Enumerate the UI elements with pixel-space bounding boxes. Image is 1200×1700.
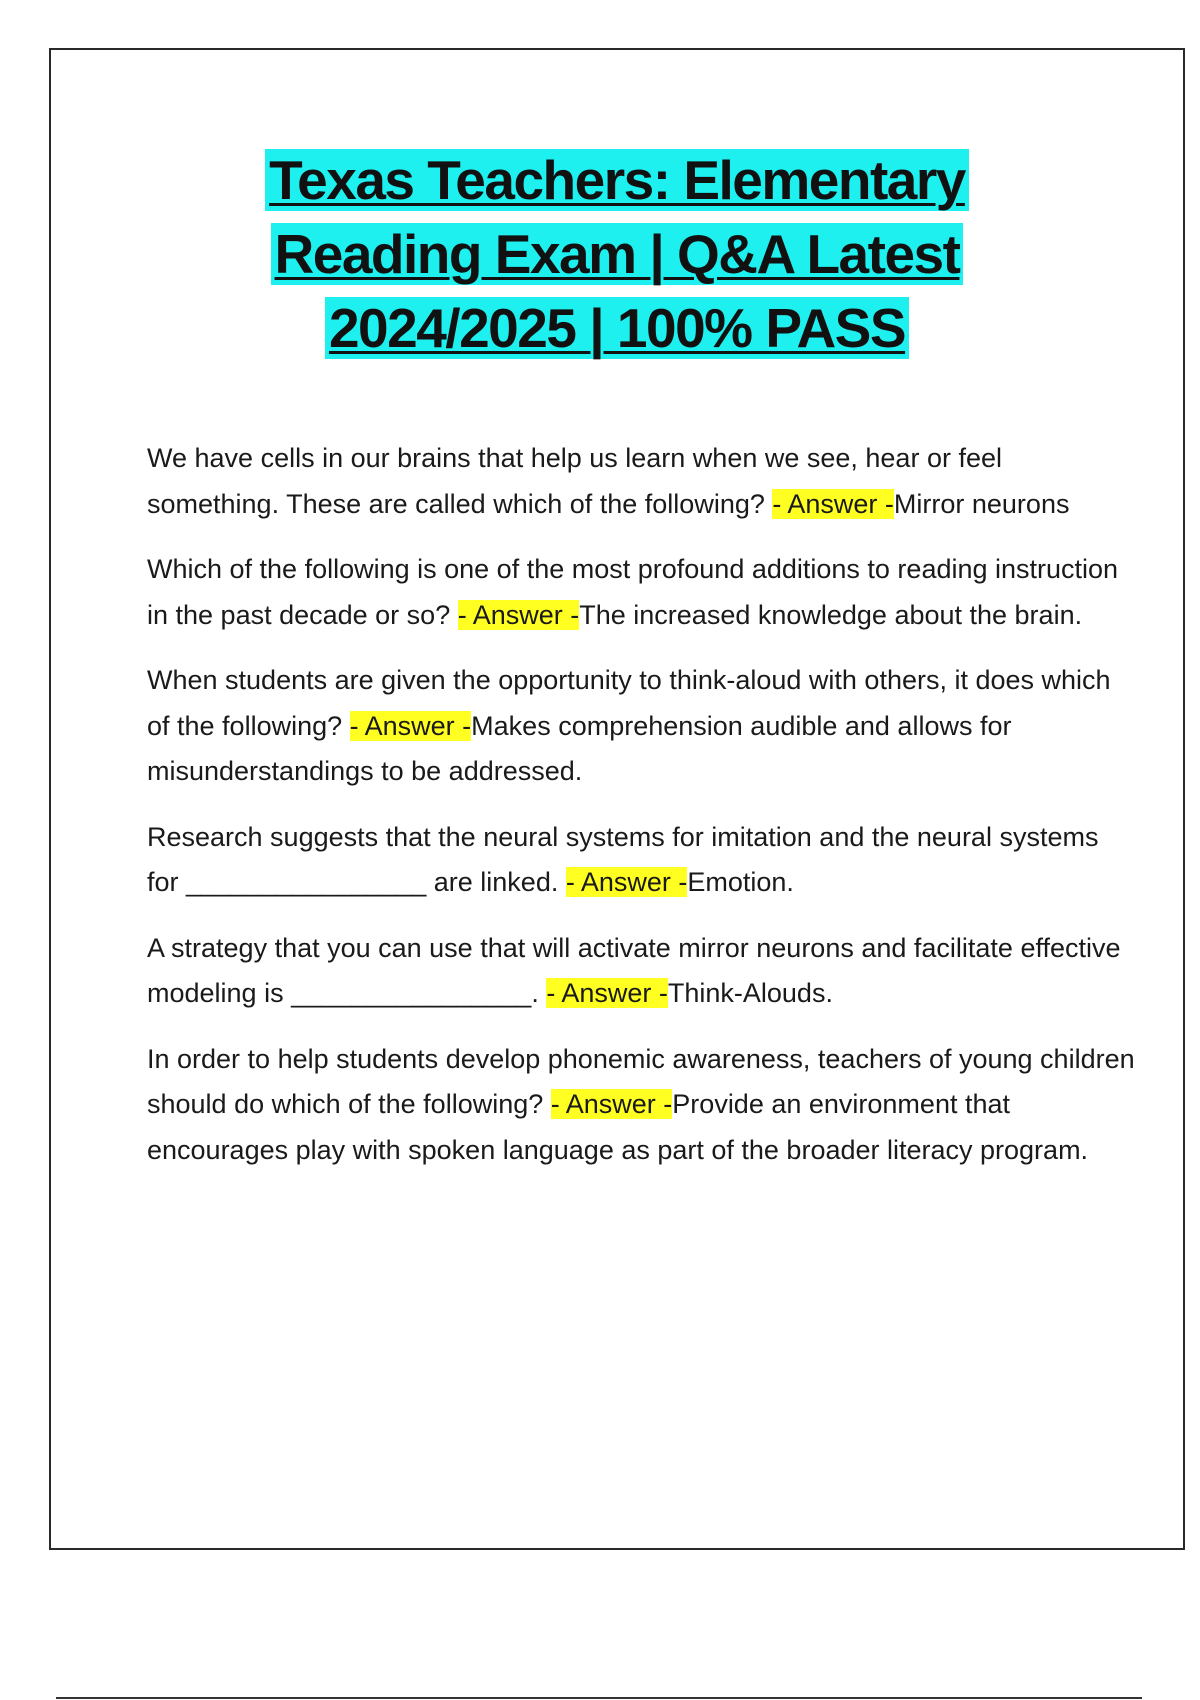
- answer-text: Mirror neurons: [893, 488, 1070, 519]
- qa-item: [147, 547, 1137, 638]
- answer-text: Emotion.: [687, 867, 794, 897]
- answer-marker: - Answer -: [550, 1089, 673, 1119]
- page-divider: [56, 1697, 1142, 1699]
- question-text: Research suggests that the neural systems for imitation and the neural systems for ________________ are linked.: [147, 821, 1099, 897]
- page-title: [51, 146, 1183, 368]
- answer-text: The increased knowledge about the brain.: [579, 599, 1083, 630]
- answer-marker: - Answer -: [349, 710, 472, 741]
- qa-item: [147, 436, 1137, 527]
- qa-item: [147, 1037, 1137, 1174]
- answer-text: Makes comprehension audible and allows for misunderstandings to be addressed.: [147, 710, 1012, 786]
- title-line: 2024/2025 | 100% PASS: [325, 294, 909, 362]
- question-text: In order to help students develop phonemic awareness, teachers of young children should do which of the following?: [147, 1043, 1135, 1119]
- qa-list: [147, 436, 1137, 1193]
- question-text: Which of the following is one of the most profound additions to reading instruction in the past decade or so?: [147, 554, 1119, 630]
- qa-item: [147, 926, 1137, 1017]
- answer-marker: - Answer -: [457, 599, 580, 630]
- question-text: When students are given the opportunity to think-aloud with others, it does which of the following?: [147, 665, 1111, 741]
- answer-text: Think-Alouds.: [667, 978, 833, 1008]
- answer-marker: - Answer -: [565, 867, 688, 897]
- document-page: [49, 48, 1185, 1550]
- question-text: A strategy that you can use that will activate mirror neurons and facilitate effective modeling is ________________.: [147, 932, 1121, 1008]
- title-line: Reading Exam | Q&A Latest: [271, 220, 964, 288]
- qa-item: [147, 815, 1137, 906]
- question-text: We have cells in our brains that help us learn when we see, hear or feel something. These are called which of the following?: [147, 443, 1002, 519]
- answer-text: Provide an environment that encourages play with spoken language as part of the broader literacy program.: [147, 1089, 1089, 1165]
- answer-marker: - Answer -: [772, 488, 894, 519]
- title-line: Texas Teachers: Elementary: [265, 146, 969, 214]
- answer-marker: - Answer -: [546, 978, 668, 1008]
- qa-item: [147, 658, 1137, 795]
